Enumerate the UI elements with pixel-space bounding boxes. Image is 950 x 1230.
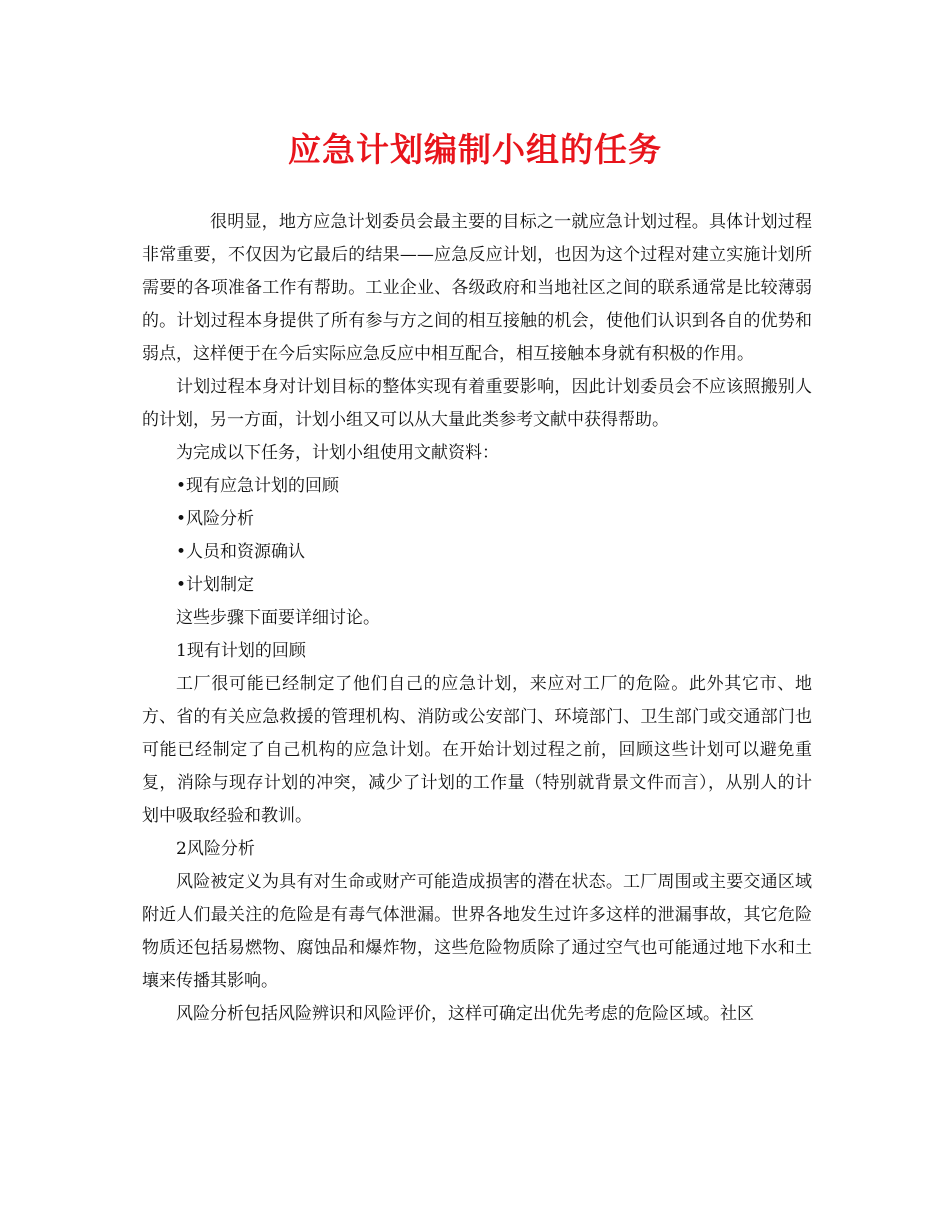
list-item: •人员和资源确认 (176, 542, 306, 562)
paragraph-steps-note: 这些步骤下面要详细讨论。 (176, 608, 380, 628)
paragraph-intro: 很明显，地方应急计划委员会最主要的目标之一就应急计划过程。具体计划过程非常重要，不仅因为它最后的结果——应急反应计划，也因为这个过程对建立实施计划所需要的各项准备工作有帮助。工业企业、各级政府和当地社区之间的联系通常是比较薄弱的。计划过程本身提供了所有参与方之间的相互接触的机会，使他们认识到各自的优势和弱点，这样便于在今后实际应急反应中相互配合，相互接触本身就有积极的作用。 (142, 212, 812, 364)
section-heading-risk: 2风险分析 (176, 839, 255, 859)
document-title: 应急计划编制小组的任务 (288, 130, 662, 169)
section-heading-review: 1现有计划的回顾 (176, 641, 306, 661)
list-item: •现有应急计划的回顾 (176, 476, 340, 496)
paragraph-risk-analysis: 风险分析包括风险辨识和风险评价，这样可确定出优先考虑的危险区域。社区 (176, 1004, 754, 1024)
list-item: •风险分析 (176, 509, 255, 529)
paragraph-review: 工厂很可能已经制定了他们自己的应急计划，来应对工厂的危险。此外其它市、地方、省的有关应急救援的管理机构、消防或公安部门、环境部门、卫生部门或交通部门也可能已经制定了自己机构的应急计划。在开始计划过程之前，回顾这些计划可以避免重复，消除与现存计划的冲突，减少了计划的工作量（特别就背景文件而言），从别人的计划中吸取经验和教训。 (142, 674, 812, 826)
paragraph-risk-definition: 风险被定义为具有对生命或财产可能造成损害的潜在状态。工厂周围或主要交通区域附近人们最关注的危险是有毒气体泄漏。世界各地发生过许多这样的泄漏事故，其它危险物质还包括易燃物、腐蚀品和爆炸物，这些危险物质除了通过空气也可能通过地下水和土壤来传播其影响。 (142, 872, 812, 991)
paragraph-planning-process: 计划过程本身对计划目标的整体实现有着重要影响，因此计划委员会不应该照搬别人的计划，另一方面，计划小组又可以从大量此类参考文献中获得帮助。 (142, 377, 812, 430)
list-item: •计划制定 (176, 575, 255, 595)
document-body (142, 206, 812, 1031)
paragraph-task-lead: 为完成以下任务，计划小组使用文献资料： (176, 443, 499, 463)
